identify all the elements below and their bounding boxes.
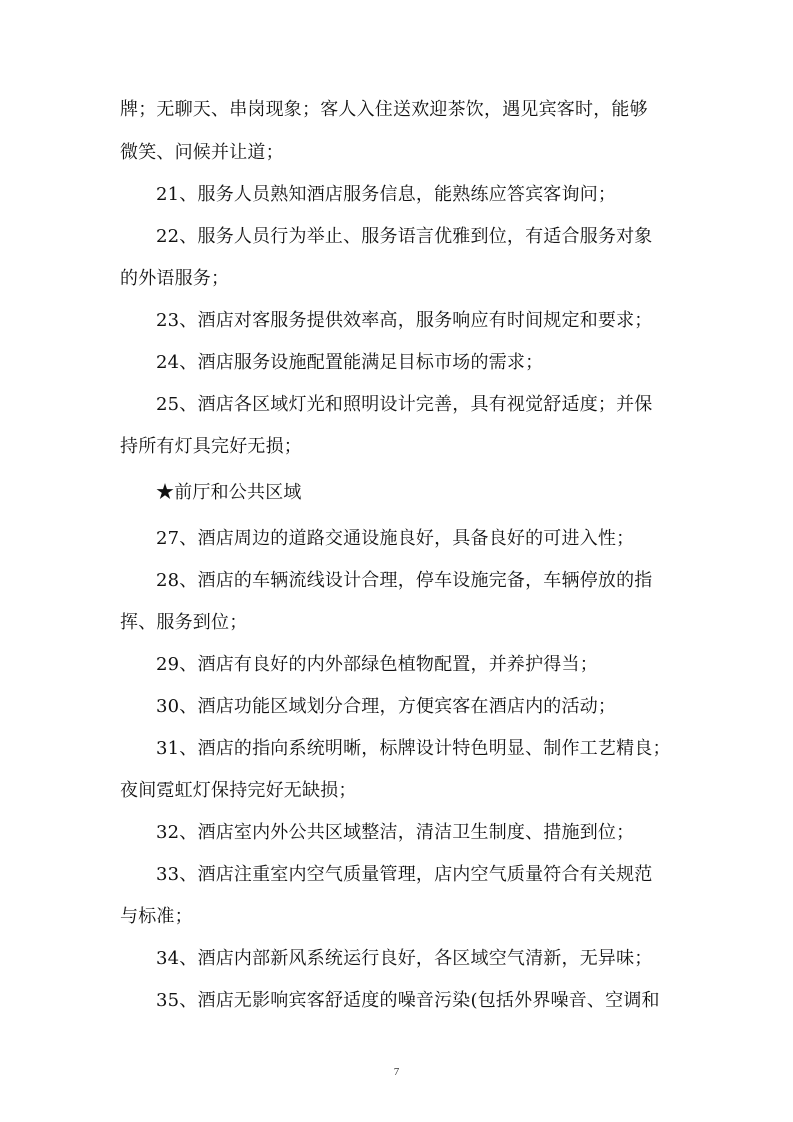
page-number: 7 — [393, 1066, 400, 1078]
text-line: 21、服务人员熟知酒店服务信息，能熟练应答宾客询问； — [156, 184, 617, 205]
text-line: 27、酒店周边的道路交通设施良好，具备良好的可进入性； — [156, 528, 635, 549]
text-line: 34、酒店内部新风系统运行良好，各区域空气清新，无异味； — [156, 948, 653, 969]
section-heading: ★前厅和公共区域 — [156, 482, 302, 503]
text-line: 33、酒店注重室内空气质量管理，店内空气质量符合有关规范 — [156, 864, 653, 885]
text-line: 的外语服务； — [120, 268, 230, 289]
text-line: 23、酒店对客服务提供效率高，服务响应有时间规定和要求； — [156, 310, 653, 331]
text-line: 35、酒店无影响宾客舒适度的噪音污染(包括外界噪音、空调和 — [156, 990, 660, 1011]
text-line: 31、酒店的指向系统明晰，标牌设计特色明显、制作工艺精良； — [156, 738, 671, 759]
text-line: 微笑、问候并让道； — [120, 142, 284, 163]
text-line: 24、酒店服务设施配置能满足目标市场的需求； — [156, 352, 544, 373]
text-line: 持所有灯具完好无损； — [120, 436, 302, 457]
text-line: 32、酒店室内外公共区域整洁，清洁卫生制度、措施到位； — [156, 822, 635, 843]
text-line: 夜间霓虹灯保持完好无缺损； — [120, 780, 357, 801]
text-line: 28、酒店的车辆流线设计合理，停车设施完备，车辆停放的指 — [156, 570, 653, 591]
text-line: 25、酒店各区域灯光和照明设计完善，具有视觉舒适度；并保 — [156, 394, 653, 415]
text-line: 22、服务人员行为举止、服务语言优雅到位，有适合服务对象 — [156, 226, 653, 247]
text-line: 牌；无聊天、串岗现象；客人入住送欢迎茶饮，遇见宾客时，能够 — [120, 99, 648, 120]
text-line: 与标准； — [120, 906, 193, 927]
text-line: 30、酒店功能区域划分合理，方便宾客在酒店内的活动； — [156, 696, 617, 717]
text-line: 29、酒店有良好的内外部绿色植物配置，并养护得当； — [156, 654, 598, 675]
text-line: 挥、服务到位； — [120, 612, 248, 633]
